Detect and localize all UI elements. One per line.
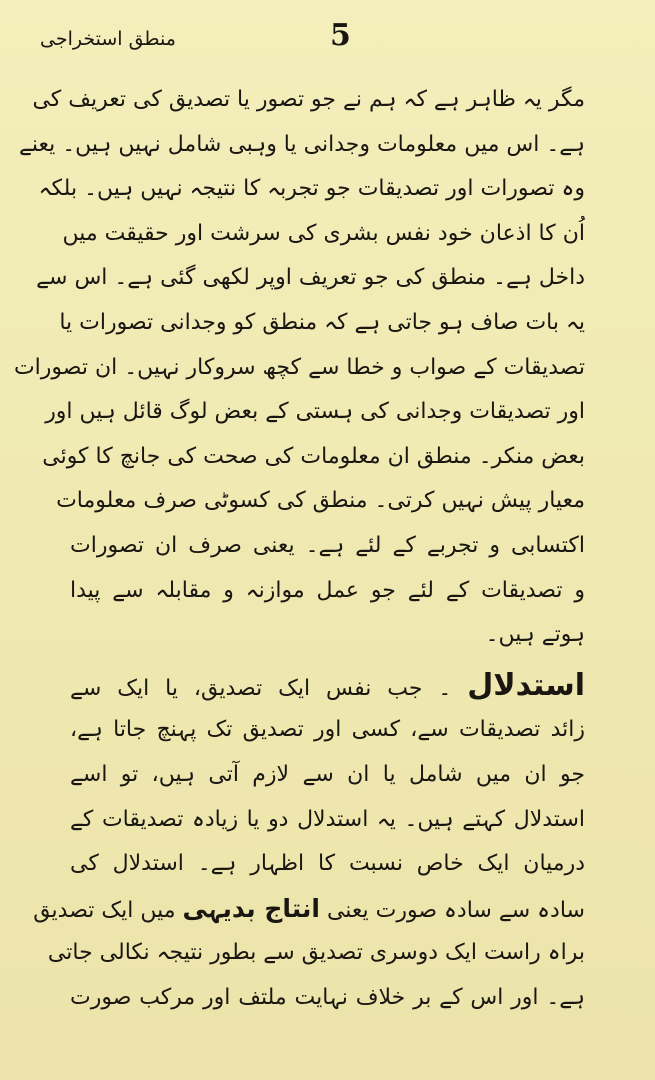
text-line: و تصدیقات کے لئے جو عمل موازنہ و مقابلہ سے پیدا [70,577,585,603]
page-number: 5 [330,18,351,53]
page-body [13,78,585,1020]
text-line: زائد تصدیقات سے، کسی اور تصدیق تک پہنچ جاتا ہے، [70,717,585,743]
text-line: درمیان ایک خاص نسبت کا اظہار ہے۔ استدلال کی [70,851,585,877]
text-line: ہے۔ اور اس کے بر خلاف نہایت ملتف اور مرکب صورت [70,984,585,1010]
page-header [40,14,615,64]
text-line-with-term [33,887,585,932]
paragraph-2 [33,664,585,1021]
text-line: ہے۔ اس میں معلومات وجدانی یا وہبی شامل نہیں ہیں۔ یعنے [18,131,585,157]
heading-line [70,664,585,709]
text-line: استدلال کہتے ہیں۔ یہ استدلال دو یا زیادہ تصدیقات کے [70,806,585,832]
text-line: تصدیقات کے صواب و خطا سے کچھ سروکار نہیں۔ ان تصورات [13,354,585,380]
text-line: اکتسابی و تجربے کے لئے ہے۔ یعنی صرف ان تصورات [70,532,585,558]
text-line: یہ بات صاف ہو جاتی ہے کہ منطق کو وجدانی تصورات یا [59,309,585,335]
text-line: وہ تصورات اور تصدیقات جو تجربہ کا نتیجہ نہیں ہیں۔ بلکہ [38,176,585,202]
text-line: براہ راست ایک دوسری تصدیق سے بطور نتیجہ نکالی جاتی [47,940,585,966]
text-line: اور تصدیقات وجدانی کی ہستی کے بعض لوگ قائل ہیں اور [45,399,585,425]
text-line: معیار پیش نہیں کرتی۔ منطق کی کسوٹی صرف معلومات [56,488,585,514]
text-line: ہوتے ہیں۔ [485,622,585,648]
text-line: اُن کا اذعان خود نفس بشری کی سرشت اور حقیقت میں [62,220,585,246]
running-title: منطق استخراجی [40,28,176,50]
text-segment: ۔ جب نفس ایک تصدیق، یا ایک سے [70,675,452,701]
text-line: داخل ہے۔ منطق کی جو تعریف اوپر لکھی گئی ہے۔ اس سے [36,265,585,291]
text-segment: میں ایک تصدیق [33,897,176,923]
emphasized-term: انتاج بدیہی [182,893,320,923]
text-line: بعض منکر۔ منطق ان معلومات کی صحت کی جانچ کا کوئی [42,443,585,469]
text-line: جو ان میں شامل یا ان سے لازم آتی ہیں، تو اسے [70,761,585,787]
paragraph-1 [13,78,585,658]
section-heading: استدلال [467,667,585,703]
text-line: مگر یہ ظاہر ہے کہ ہم نے جو تصور یا تصدیق کی تعریف کی [32,87,585,112]
text-segment: سادہ سے سادہ صورت یعنی [326,897,585,923]
